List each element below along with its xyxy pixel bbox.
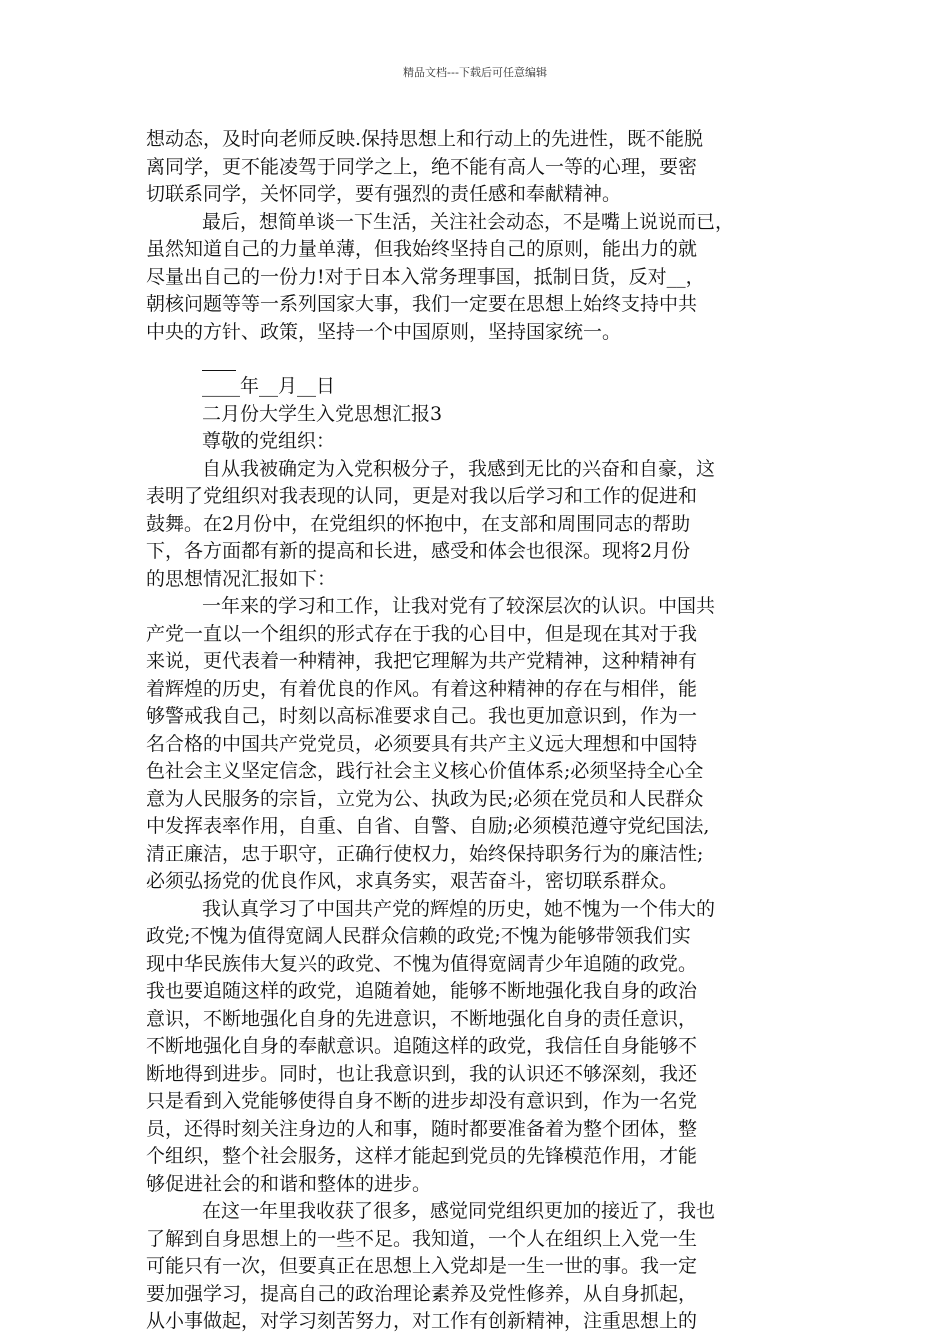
text-line: 意为人民服务的宗旨，立党为公、执政为民;必须在党员和人民群众 <box>146 787 704 810</box>
paragraph-understanding <box>146 593 814 896</box>
text-line: 尽量出自己的一份力!对于日本入常务理事国，抵制日货，反对__， <box>146 265 705 288</box>
text-line: 着辉煌的历史，有着优良的作风。有着这种精神的存在与相伴，能 <box>146 677 698 700</box>
paragraph-closing <box>146 209 814 347</box>
paragraph-intro <box>146 456 814 594</box>
text-line: 下，各方面都有新的提高和长进，感受和体会也很深。现将2月份 <box>146 540 691 562</box>
text-line: 想动态，及时向老师反映.保持思想上和行动上的先进性，既不能脱 <box>146 128 704 150</box>
text-line: 我认真学习了中国共产党的辉煌的历史，她不愧为一个伟大的 <box>202 897 716 920</box>
text-line: 了解到自身思想上的一些不足。我知道，一个人在组织上入党一生 <box>146 1227 698 1250</box>
text-line: 鼓舞。在2月份中，在党组织的怀抱中，在支部和周围同志的帮助 <box>146 512 691 535</box>
text-line: 名合格的中国共产党党员，必须要具有共产主义远大理想和中国特 <box>146 732 698 755</box>
date-line: ____年__月__日 <box>202 375 336 397</box>
text-line: 朝核问题等等一系列国家大事，我们一定要在思想上始终支持中共 <box>146 293 698 315</box>
document-body <box>146 126 814 1336</box>
paragraph-history <box>146 896 814 1199</box>
text-line: 现中华民族伟大复兴的政党、不愧为值得宽阔青少年追随的政党。 <box>146 952 698 975</box>
text-line: 色社会主义坚定信念，践行社会主义核心价值体系;必须坚持全心全 <box>146 760 704 782</box>
text-line: 离同学，更不能凌驾于同学之上，绝不能有高人一等的心理，要密 <box>146 155 698 178</box>
text-line: 产党一直以一个组织的形式存在于我的心目中，但是现在其对于我 <box>146 622 698 645</box>
text-line: 意识，不断地强化自身的先进意识，不断地强化自身的责任意识， <box>146 1007 698 1030</box>
text-line: 政党;不愧为值得宽阔人民群众信赖的政党;不愧为能够带领我们实 <box>146 925 691 947</box>
text-line: 断地得到进步。同时，也让我意识到，我的认识还不够深刻，我还 <box>146 1062 698 1085</box>
text-line: 来说，更代表着一种精神，我把它理解为共产党精神，这种精神有 <box>146 650 698 672</box>
spacer <box>146 346 814 360</box>
text-line: 够警戒我自己，时刻以高标准要求自己。我也更加意识到，作为一 <box>146 705 698 727</box>
document-title: 二月份大学生入党思想汇报3 <box>202 402 443 425</box>
text-line: 员，还得时刻关注身边的人和事，随时都要准备着为整个团体，整 <box>146 1117 698 1140</box>
text-line: 最后，想简单谈一下生活，关注社会动态，不是嘴上说说而已， <box>202 210 735 233</box>
signature-blank-line <box>202 360 236 371</box>
text-line: 自从我被确定为入党积极分子，我感到无比的兴奋和自豪，这 <box>202 457 716 480</box>
paragraph-reflection <box>146 1198 814 1336</box>
text-line: 可能只有一次，但要真正在思想上入党却是一生一世的事。我一定 <box>146 1255 698 1277</box>
text-line: 要加强学习，提高自己的政治理论素养及党性修养，从自身抓起， <box>146 1282 698 1305</box>
text-line: 中发挥表率作用，自重、自省、自警、自励;必须模范遵守党纪国法, <box>146 815 710 837</box>
text-line: 我也要追随这样的政党，追随着她，能够不断地强化我自身的政治 <box>146 980 698 1002</box>
page-header: 精品文档---下载后可任意编辑 <box>403 66 547 79</box>
text-line: 只是看到入党能够使得自身不断的进步却没有意识到，作为一名党 <box>146 1090 698 1112</box>
text-line: 表明了党组织对我表现的认同，更是对我以后学习和工作的促进和 <box>146 485 698 507</box>
text-line: 个组织，整个社会服务，这样才能起到党员的先锋模范作用，才能 <box>146 1145 698 1167</box>
text-line: 一年来的学习和工作，让我对党有了较深层次的认识。中国共 <box>202 595 716 617</box>
text-line: 切联系同学，关怀同学，要有强烈的责任感和奉献精神。 <box>146 183 622 205</box>
salutation: 尊敬的党组织： <box>202 430 336 452</box>
text-line: 虽然知道自己的力量单薄，但我始终坚持自己的原则，能出力的就 <box>146 238 698 260</box>
text-line: 从小事做起，对学习刻苦努力，对工作有创新精神，注重思想上的 <box>146 1310 698 1332</box>
text-line: 在这一年里我收获了很多，感觉同党组织更加的接近了，我也 <box>202 1200 716 1222</box>
text-line: 清正廉洁，忠于职守，正确行使权力，始终保持职务行为的廉洁性; <box>146 842 704 865</box>
text-line: 不断地强化自身的奉献意识。追随这样的政党，我信任自身能够不 <box>146 1035 698 1057</box>
text-line: 够促进社会的和谐和整体的进步。 <box>146 1172 432 1195</box>
text-line: 的思想情况汇报如下： <box>146 567 337 590</box>
paragraph-continuation <box>146 126 814 209</box>
text-line: 中央的方针、政策，坚持一个中国原则，坚持国家统一。 <box>146 320 622 343</box>
text-line: 必须弘扬党的优良作风，求真务实，艰苦奋斗，密切联系群众。 <box>146 870 679 892</box>
